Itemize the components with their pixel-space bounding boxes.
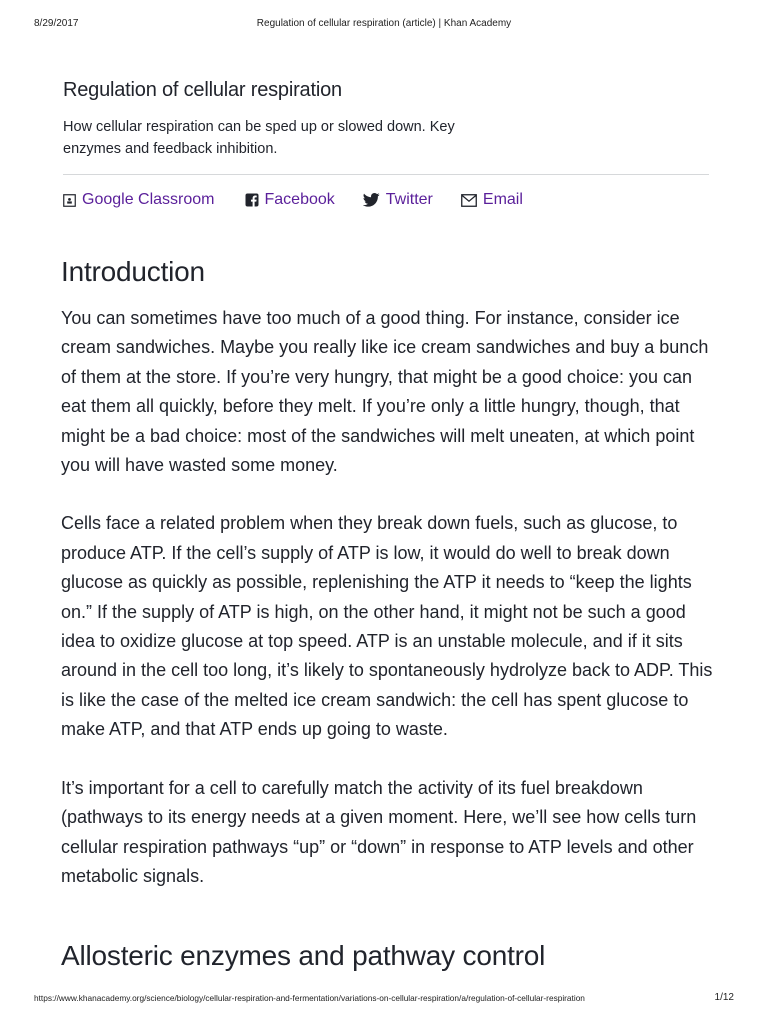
print-header	[34, 18, 734, 32]
print-url: https://www.khanacademy.org/science/biology/cellular-respiration-and-fermentation/variations-on-cellular-respiration/a/regulation-of-cellular-respiration	[34, 993, 585, 1003]
facebook-icon	[245, 193, 265, 207]
article-title: Regulation of cellular respiration	[63, 79, 342, 101]
paragraph-1: You can sometimes have too much of a good thing. For instance, consider ice cream sandwiches. Maybe you really like ice cream sandwiches and buy a bunch of them at the store. If you’re very hungry, that might be a good choice: you can eat them all quickly, before they melt. If you’re only a little hungry, though, that might be a bad choice: most of the sandwiches will melt uneaten, at which point you will have wasted some money.	[61, 308, 709, 476]
share-email-button[interactable]	[461, 191, 523, 209]
share-bar	[63, 189, 551, 211]
share-twitter-label: Twitter	[385, 191, 433, 208]
email-icon	[461, 194, 483, 207]
share-google-classroom-label: Google Classroom	[82, 191, 215, 208]
google-classroom-icon	[63, 194, 82, 207]
paragraph-3: It’s important for a cell to carefully match the activity of its fuel breakdown (pathways to its energy needs at a given moment. Here, we’ll see how cells turn cellular respiration pathways “up” or “down” in response to ATP levels and other metabolic signals.	[61, 777, 697, 886]
twitter-icon	[363, 193, 386, 207]
paragraph-2: Cells face a related problem when they break down fuels, such as glucose, to produce ATP. If the cell’s supply of ATP is low, it would do well to break down glucose as quickly as possible, replenishing the ATP it needs to “keep the lights on.” If the supply of ATP is high, on the other hand, it might not be such a good idea to oxidize glucose at top speed. ATP is an unstable molecule, and if it sits around in the cell too long, it’s likely to spontaneously hydrolyze back to ADP. This is like the case of the melted ice cream sandwich: the cell has spent glucose to make ATP, and that ATP ends up going to waste.	[61, 513, 713, 740]
article-subtitle: How cellular respiration can be sped up or slowed down. Key enzymes and feedback inhibition.	[63, 119, 455, 157]
share-facebook-label: Facebook	[264, 191, 335, 208]
share-email-label: Email	[482, 191, 523, 208]
article-header	[63, 76, 709, 160]
print-footer	[34, 993, 734, 1007]
share-twitter-button[interactable]	[363, 191, 433, 209]
share-google-classroom-button[interactable]	[63, 191, 215, 209]
page-number: 1/12	[714, 992, 734, 1003]
header-divider	[63, 174, 709, 175]
print-document-title: Regulation of cellular respiration (article) | Khan Academy	[256, 18, 512, 29]
allosteric-enzymes-heading: Allosteric enzymes and pathway control	[61, 940, 546, 972]
article-body	[61, 252, 721, 976]
share-facebook-button[interactable]	[245, 191, 335, 209]
print-date: 8/29/2017	[34, 18, 79, 29]
introduction-heading: Introduction	[61, 256, 205, 287]
